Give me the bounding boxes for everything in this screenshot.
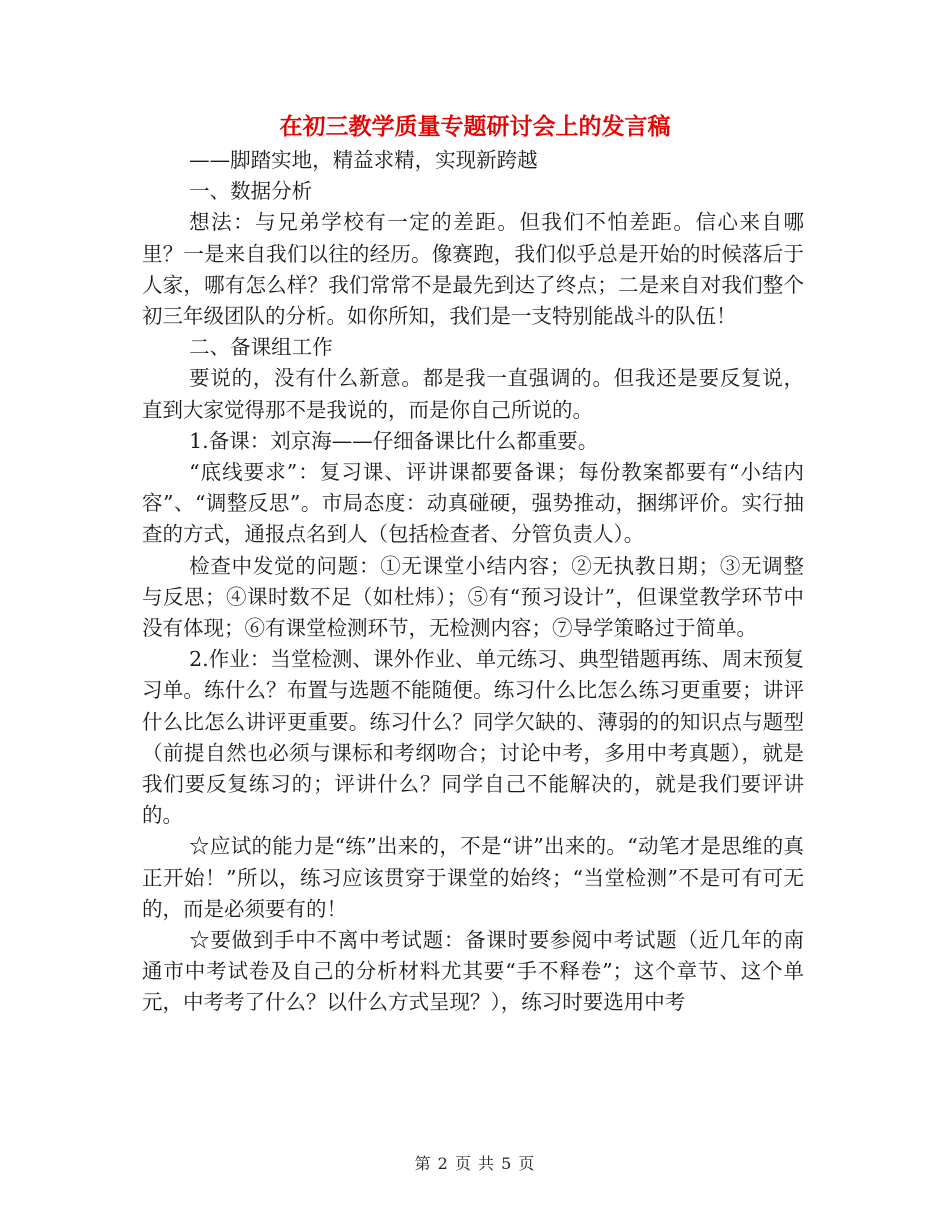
- document-title: 在初三教学质量专题研讨会上的发言稿: [279, 114, 671, 140]
- section-heading-data-analysis: 一、数据分析: [189, 179, 313, 204]
- subtitle: ——脚踏实地，精益求精，实现新跨越: [189, 148, 538, 172]
- paragraph: ☆要做到手中不离中考试题：备课时要参阅中考试题（近几年的南通市中考试卷及自己的分析材料尤其要“手不释卷”；这个章节、这个单元，中考考了什么？以什么方式呈现？），练习时要选用中考: [142, 928, 804, 1015]
- section-heading-lesson-prep-group: 二、备课组工作: [189, 335, 333, 360]
- document-body: [142, 145, 804, 1019]
- page-number-footer: 第 2 页 共 5 页: [414, 1154, 536, 1173]
- paragraph: 想法：与兄弟学校有一定的差距。但我们不怕差距。信心来自哪里？一是来自我们以往的经历。像赛跑，我们似乎总是开始的时候落后于人家，哪有怎么样？我们常常不是最先到达了终点；二是来自对我们整个初三年级团队的分析。如你所知，我们是一支特别能战斗的队伍！: [142, 210, 804, 329]
- paragraph: 2.作业：当堂检测、课外作业、单元练习、典型错题再练、周末预复习单。练什么？布置与选题不能随便。练习什么比怎么练习更重要；讲评什么比怎么讲评更重要。练习什么？同学欠缺的、薄弱的的知识点与题型（前提自然也必须与课标和考纲吻合；讨论中考，多用中考真题），就是我们要反复练习的；评讲什么？同学自己不能解决的，就是我们要评讲的。: [142, 647, 804, 828]
- paragraph: “底线要求”：复习课、评讲课都要备课；每份教案都要有“小结内容”、“调整反思”。市局态度：动真碰硬，强势推动，捆绑评价。实行抽查的方式，通报点名到人（包括检查者、分管负责人）。: [142, 460, 804, 547]
- paragraph: 检查中发觉的问题：①无课堂小结内容；②无执教日期；③无调整与反思；④课时数不足（如杜炜）；⑤有“预习设计”，但课堂教学环节中没有体现；⑥有课堂检测环节，无检测内容；⑦导学策略过于简单。: [142, 553, 804, 641]
- paragraph: 要说的，没有什么新意。都是我一直强调的。但我还是要反复说，直到大家觉得那不是我说的，而是你自己所说的。: [142, 366, 804, 422]
- paragraph: 1.备课：刘京海——仔细备课比什么都重要。: [189, 428, 599, 453]
- paragraph: ☆应试的能力是“练”出来的，不是“讲”出来的。“动笔才是思维的真正开始！”所以，练习应该贯穿于课堂的始终；“当堂检测”不是可有可无的，而是必须要有的！: [142, 834, 804, 921]
